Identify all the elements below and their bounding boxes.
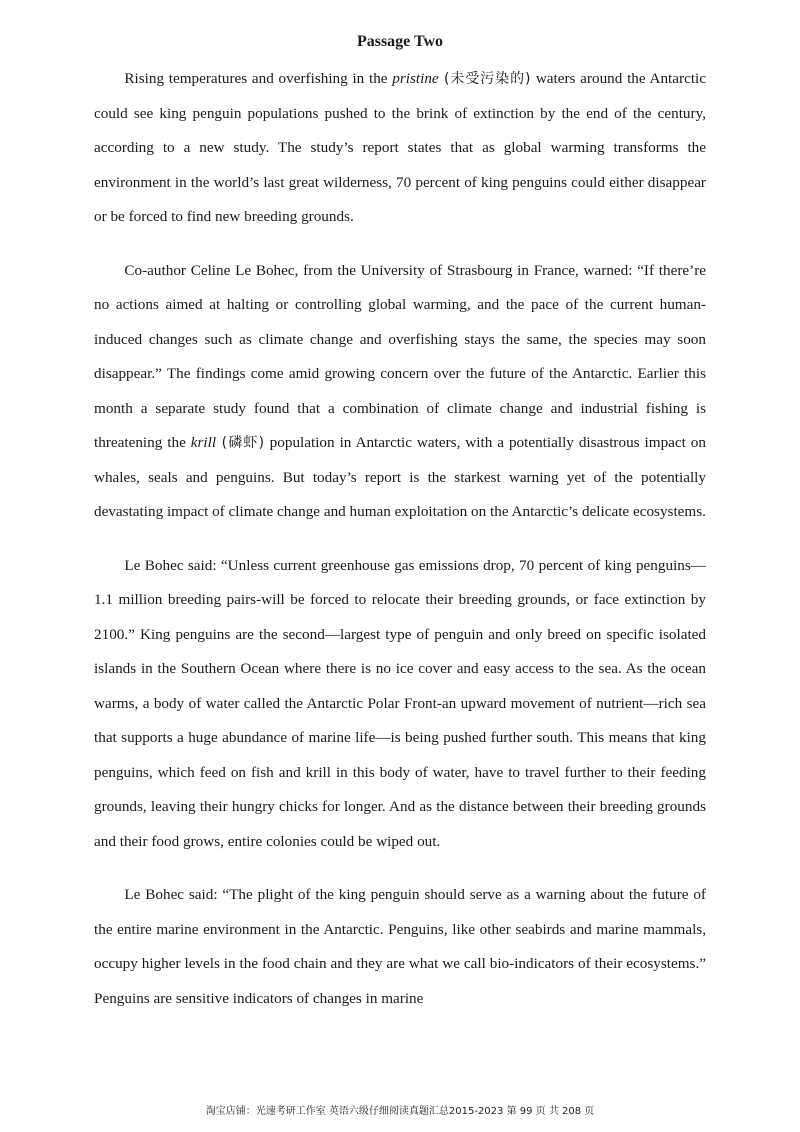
paragraph-2-text-b: population in Antarctic waters, with a potentially disastrous impact on whales, seals and penguins. But today’s report is the starkest warning yet of the potentially devastating impact of climate change and human exploitation on the Antarctic’s delicate ecosystems. <box>94 434 706 520</box>
paragraph-1 <box>94 62 706 235</box>
paragraph-2-text-a: Co-author Celine Le Bohec, from the University of Strasbourg in France, warned: “If there’re no actions aimed at halting or controlling global warming, and the pace of the current human-induced changes such as climate change and overfishing stays the same, the species may soon disappear.” The findings come amid growing concern over the future of the Antarctic. Earlier this month a separate study found that a combination of climate change and industrial fishing is threatening the <box>94 261 706 451</box>
paragraph-2 <box>94 254 706 530</box>
glossed-term-krill: krill <box>190 434 217 451</box>
glossed-term-pristine: pristine <box>392 70 439 87</box>
page-footer: 淘宝店铺：光速考研工作室 英语六级仔细阅读真题汇总2015-2023 第 99 页 共 208 页 <box>205 1106 595 1117</box>
paragraph-3: Le Bohec said: “Unless current greenhouse gas emissions drop, 70 percent of king penguins—1.1 million breeding pairs-will be forced to relocate their breeding grounds, or face extinction by 2100.” King penguins are the second—largest type of penguin and only breed on specific isolated islands in the Southern Ocean where there is no ice cover and easy access to the sea. As the ocean warms, a body of water called the Antarctic Polar Front-an upward movement of nutrient—rich sea that supports a huge abundance of marine life—is being pushed further south. This means that king penguins, which feed on fish and krill in this body of water, have to travel further to their feeding grounds, leaving their hungry chicks for longer. And as the distance between their breeding grounds and their food grows, entire colonies could be wiped out. <box>94 556 706 850</box>
document-page <box>94 32 706 1035</box>
passage-title: Passage Two <box>356 33 444 50</box>
paragraph-1-text-b: waters around the Antarctic could see king penguin populations pushed to the brink of extinction by the end of the century, according to a new study. The study’s report states that as global warming transforms the environment in the world’s last great wilderness, 70 percent of king penguins could either disappear or be forced to find new breeding grounds. <box>94 70 706 225</box>
gloss-pristine: (未受污染的) <box>438 71 536 87</box>
paragraph-4: Le Bohec said: “The plight of the king penguin should serve as a warning about the future of the entire marine environment in the Antarctic. Penguins, like other seabirds and marine mammals, occupy higher levels in the food chain and they are what we call bio-indicators of their ecosystems.” Penguins are sensitive indicators of changes in marine <box>94 886 706 1007</box>
gloss-krill: (磷虾) <box>216 435 270 451</box>
paragraph-1-text-a: Rising temperatures and overfishing in the <box>124 70 393 87</box>
